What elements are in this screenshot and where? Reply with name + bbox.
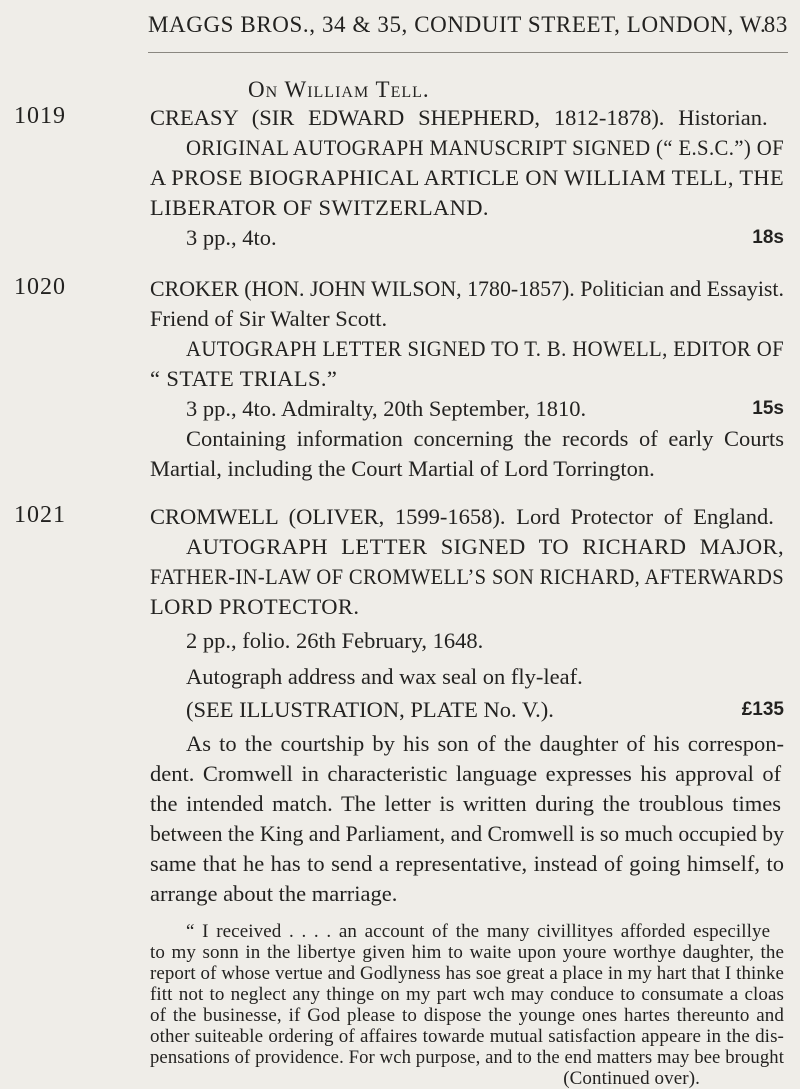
description-line: AUTOGRAPH LETTER SIGNED TO RICHARD MAJOR, bbox=[186, 534, 784, 559]
quote-line: fitt not to neglect any thinge on my part wch may conduce to consumate a cloas bbox=[150, 984, 784, 1005]
lot-number: 1021 bbox=[14, 502, 66, 528]
entry-body bbox=[150, 103, 784, 253]
entry-heading: CROKER (HON. JOHN WILSON, 1780-1857). Politician and Essayist. bbox=[150, 276, 784, 301]
description-line: ORIGINAL AUTOGRAPH MANUSCRIPT SIGNED (“ E.S.C.”) OF bbox=[186, 135, 784, 160]
description-line: A PROSE BIOGRAPHICAL ARTICLE ON WILLIAM TELL, THE bbox=[150, 165, 784, 190]
note-line: dent. Cromwell in characteristic language expresses his approval of bbox=[150, 761, 782, 786]
note-line: same that he has to send a representative, instead of going himself, to bbox=[150, 851, 784, 876]
note-line: the intended match. The letter is written during the troublous times bbox=[150, 791, 782, 816]
format-text: 3 pp., 4to. Admiralty, 20th September, 1810. bbox=[186, 396, 587, 421]
quote-line: of the businesse, if God please to dispose the younge ones hartes thereunto and bbox=[150, 1005, 784, 1026]
price: 15s bbox=[752, 398, 784, 419]
description-line: LIBERATOR OF SWITZERLAND. bbox=[150, 195, 489, 220]
continued-note bbox=[150, 1068, 784, 1089]
spacer bbox=[150, 909, 784, 921]
lot-number: 1019 bbox=[14, 103, 66, 129]
quote-line: “ I received . . . . an account of the many civillityes afforded especillye bbox=[186, 921, 771, 942]
note-line: As to the courtship by his son of the daughter of his correspon- bbox=[186, 731, 784, 756]
note-line: Containing information concerning the records of early Courts bbox=[186, 426, 784, 451]
quote-line: to my sonn in the libertye given him to waite upon youre worthye daughter, the bbox=[150, 942, 784, 963]
section-title: On William Tell. bbox=[248, 77, 430, 102]
quote-line: other suiteable ordering of affaires towarde mutual satisfaction appeare in the dis- bbox=[150, 1026, 784, 1047]
quote-line: report of whose vertue and Godlyness has soe great a place in my hart that I thinke bbox=[150, 963, 784, 984]
lot-number: 1020 bbox=[14, 274, 66, 300]
format-line bbox=[150, 223, 784, 253]
format-line: 2 pp., folio. 26th February, 1648. bbox=[186, 628, 484, 653]
plate-text: (SEE ILLUSTRATION, PLATE No. V.). bbox=[186, 697, 554, 722]
format-text: 3 pp., 4to. bbox=[186, 225, 277, 250]
entry-heading: CROMWELL (OLIVER, 1599-1658). Lord Protector of England. bbox=[150, 504, 774, 529]
continued-text: (Continued over). bbox=[563, 1068, 700, 1089]
page-number: 83 bbox=[763, 12, 788, 37]
description-line: AUTOGRAPH LETTER SIGNED TO T. B. HOWELL, EDITOR OF bbox=[186, 336, 784, 361]
note-line: between the King and Parliament, and Cromwell is so much occupied by bbox=[150, 821, 784, 846]
quote-line: pensations of providence. For wch purpose, and to the end matters may bee brought bbox=[150, 1047, 784, 1068]
header-rule bbox=[148, 52, 788, 53]
price: £135 bbox=[741, 699, 784, 720]
entry-body bbox=[150, 274, 784, 484]
note-line: arrange about the marriage. bbox=[150, 881, 398, 906]
note-line: Martial, including the Court Martial of Lord Torrington. bbox=[150, 456, 655, 481]
entry-body bbox=[150, 502, 784, 1089]
plate-line bbox=[150, 695, 784, 725]
running-header bbox=[148, 12, 788, 38]
entry-subheading: Friend of Sir Walter Scott. bbox=[150, 306, 388, 331]
header-text: MAGGS BROS., 34 & 35, CONDUIT STREET, LONDON, W. bbox=[148, 12, 767, 37]
description-line: FATHER-IN-LAW OF CROMWELL’S SON RICHARD, AFTERWARDS bbox=[150, 564, 784, 589]
description-line: LORD PROTECTOR. bbox=[150, 594, 360, 619]
description-line: “ STATE TRIALS.” bbox=[150, 366, 338, 391]
format-line bbox=[150, 394, 784, 424]
address-line: Autograph address and wax seal on fly-leaf. bbox=[186, 664, 583, 689]
price: 18s bbox=[752, 227, 784, 248]
entry-heading: CREASY (SIR EDWARD SHEPHERD, 1812-1878). Historian. bbox=[150, 105, 768, 130]
